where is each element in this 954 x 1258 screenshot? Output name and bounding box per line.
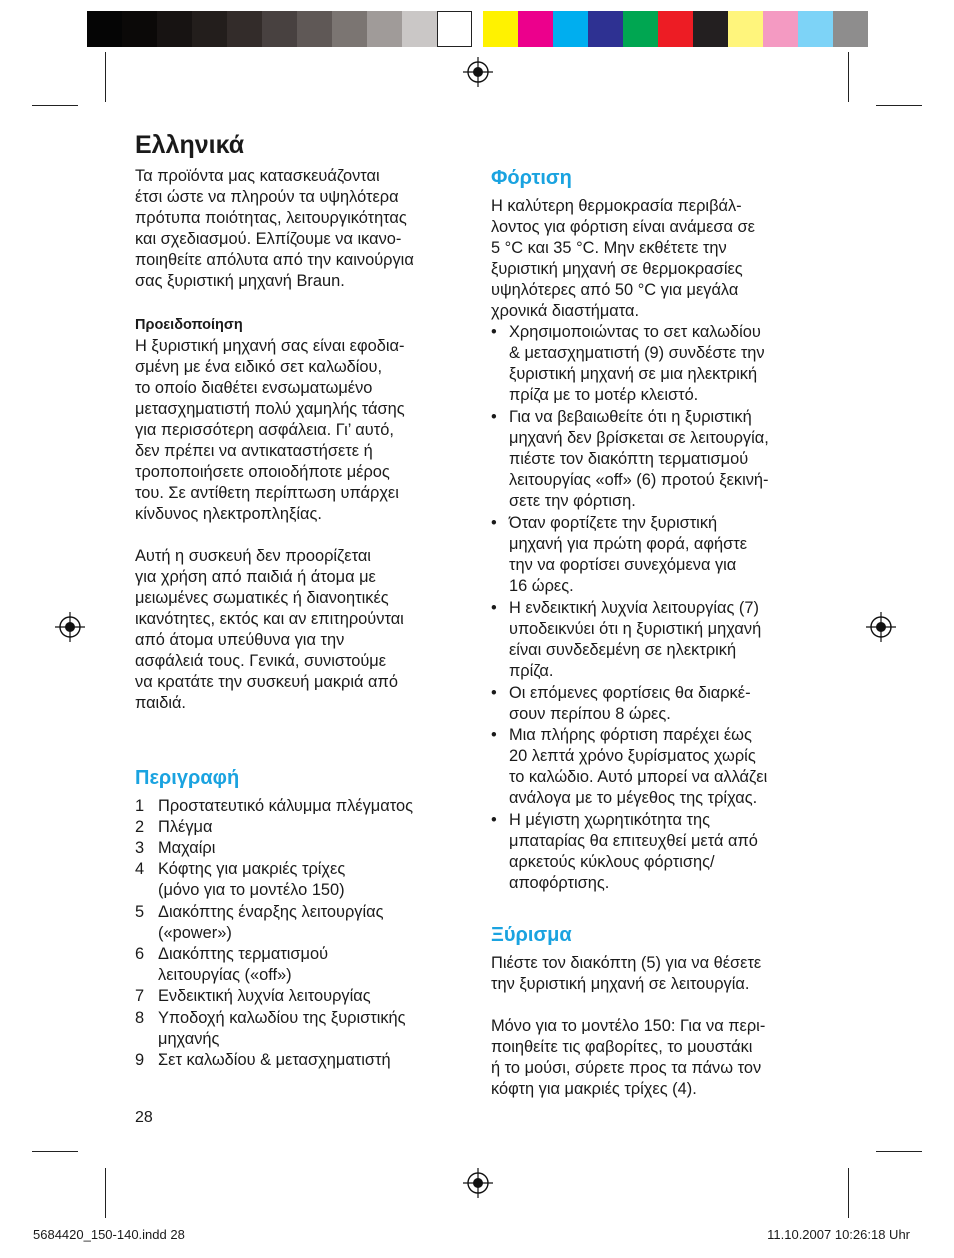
bullet-line: & μετασχηματιστή (9) συνδέστε την bbox=[509, 344, 765, 362]
bullet-line: είναι συνδεδεμένη σε ηλεκτρική bbox=[509, 641, 737, 659]
bullet-line: πρίζα. bbox=[509, 662, 554, 680]
list-item-number: 8 bbox=[135, 1009, 145, 1027]
bullet-line: Η ενδεικτική λυχνία λειτουργίας (7) bbox=[509, 599, 759, 617]
shaving-line: την ξυριστική μηχανή σε λειτουργία. bbox=[491, 975, 750, 993]
bullet-line: Μια πλήρης φόρτιση παρέχει έως bbox=[509, 726, 752, 744]
warning-line: του. Σε αντίθετη περίπτωση υπάρχει bbox=[135, 484, 399, 502]
gray-swatch bbox=[332, 11, 367, 47]
list-item-number: 5 bbox=[135, 903, 145, 921]
bullet-line: αρκετούς κύκλους φόρτισης/ bbox=[509, 853, 715, 871]
intro-line: Τα προϊόντα μας κατασκευάζονται bbox=[135, 167, 380, 185]
list-item: Πλέγμα bbox=[158, 818, 213, 836]
bullet-line: μηχανή δεν βρίσκεται σε λειτουργία, bbox=[509, 429, 769, 447]
bullet-line: μπαταρίας θα επιτευχθεί μετά από bbox=[509, 832, 758, 850]
registration-mark-bottom bbox=[463, 1168, 493, 1198]
bullet-dot: • bbox=[491, 408, 497, 426]
color-swatch bbox=[833, 11, 868, 47]
color-swatch bbox=[693, 11, 728, 47]
warning-line: για χρήση από παιδιά ή άτομα με bbox=[135, 568, 376, 586]
list-item-number: 2 bbox=[135, 818, 145, 836]
intro-line: έτσι ώστε να πληρούν τα υψηλότερα bbox=[135, 188, 399, 206]
intro-line: ποιηθείτε απόλυτα από την καινούργια bbox=[135, 251, 414, 269]
list-item: Κόφτης για μακριές τρίχες bbox=[158, 860, 346, 878]
bullet-line: 16 ώρες. bbox=[509, 577, 574, 595]
warning-heading: Προειδοποίηση bbox=[135, 317, 243, 333]
gray-swatch bbox=[437, 11, 472, 47]
list-item: Μαχαίρι bbox=[158, 839, 216, 857]
list-item: Ενδεικτική λυχνία λειτουργίας bbox=[158, 987, 371, 1005]
color-swatch bbox=[658, 11, 693, 47]
warning-line: να κρατάτε την συσκευή μακριά από bbox=[135, 673, 398, 691]
warning-line: από άτομα υπεύθυνα για την bbox=[135, 631, 345, 649]
bullet-line: μηχανή για πρώτη φορά, αφήστε bbox=[509, 535, 748, 553]
list-item-number: 6 bbox=[135, 945, 145, 963]
bullet-line: Όταν φορτίζετε την ξυριστική bbox=[509, 514, 718, 532]
color-swatch bbox=[553, 11, 588, 47]
bullet-line: λειτουργίας «off» (6) προτού ξεκινή- bbox=[509, 471, 769, 489]
bullet-line: αποφόρτισης. bbox=[509, 874, 610, 892]
footer-file-name: 5684420_150-140.indd 28 bbox=[33, 1227, 185, 1242]
bullet-dot: • bbox=[491, 726, 497, 744]
charging-line: 5 °C και 35 °C. Μην εκθέτετε την bbox=[491, 239, 727, 257]
list-item: μηχανής bbox=[158, 1030, 220, 1048]
list-item: Προστατευτικό κάλυμμα πλέγματος bbox=[158, 797, 413, 815]
bullet-dot: • bbox=[491, 599, 497, 617]
list-item: Διακόπτης έναρξης λειτουργίας bbox=[158, 903, 384, 921]
charging-line: Η καλύτερη θερμοκρασία περιβάλ- bbox=[491, 197, 742, 215]
warning-line: Αυτή η συσκευή δεν προορίζεται bbox=[135, 547, 371, 565]
list-item: (μόνο για το μοντέλο 150) bbox=[158, 881, 345, 899]
bullet-line: Για να βεβαιωθείτε ότι η ξυριστική bbox=[509, 408, 752, 426]
color-swatch bbox=[518, 11, 553, 47]
warning-line: μειωμένες σωματικές ή διανοητικές bbox=[135, 589, 389, 607]
list-item: («power») bbox=[158, 924, 232, 942]
gray-swatch bbox=[367, 11, 402, 47]
list-item: λειτουργίας («off») bbox=[158, 966, 292, 984]
charging-line: υψηλότερες από 50 °C για μεγάλα bbox=[491, 281, 739, 299]
shaving-heading: Ξύρισμα bbox=[491, 924, 572, 946]
warning-line: μετασχηματιστή πολύ χαμηλής τάσης bbox=[135, 400, 405, 418]
color-swatch bbox=[588, 11, 623, 47]
list-item: Υποδοχή καλωδίου της ξυριστικής bbox=[158, 1009, 406, 1027]
list-item-number: 4 bbox=[135, 860, 145, 878]
footer-timestamp: 11.10.2007 10:26:18 Uhr bbox=[767, 1227, 910, 1242]
list-item-number: 7 bbox=[135, 987, 145, 1005]
warning-line: τροποποιήσετε οποιοδήποτε μέρος bbox=[135, 463, 390, 481]
bullet-dot: • bbox=[491, 811, 497, 829]
list-item: Διακόπτης τερματισμού bbox=[158, 945, 329, 963]
charging-line: λοντος για φόρτιση είναι ανάμεσα σε bbox=[491, 218, 755, 236]
gray-swatch bbox=[192, 11, 227, 47]
shaving-line: ποιηθείτε τις φαβορίτες, το μουστάκι bbox=[491, 1038, 753, 1056]
intro-line: σας ξυριστική μηχανή Braun. bbox=[135, 272, 345, 290]
warning-line: παιδιά. bbox=[135, 694, 186, 712]
bullet-line: την να φορτίσει συνεχόμενα για bbox=[509, 556, 737, 574]
gray-swatch bbox=[262, 11, 297, 47]
bullet-line: Η μέγιστη χωρητικότητα της bbox=[509, 811, 710, 829]
warning-line: δεν πρέπει να αντικαταστήσετε ή bbox=[135, 442, 373, 460]
warning-line: ασφάλειά τους. Γενικά, συνιστούμε bbox=[135, 652, 387, 670]
bullet-line: ανάλογα με το μέγεθος της τρίχας. bbox=[509, 789, 758, 807]
warning-line: ικανότητες, εκτός και αν επιτηρούνται bbox=[135, 610, 404, 628]
registration-mark-top bbox=[463, 57, 493, 87]
gray-swatch bbox=[87, 11, 122, 47]
bullet-line: υποδεικνύει ότι η ξυριστική μηχανή bbox=[509, 620, 762, 638]
warning-line: για περισσότερη ασφάλεια. Γι’ αυτό, bbox=[135, 421, 394, 439]
description-heading: Περιγραφή bbox=[135, 767, 240, 789]
warning-line: κίνδυνος ηλεκτροπληξίας. bbox=[135, 505, 322, 523]
bullet-dot: • bbox=[491, 514, 497, 532]
shaving-line: Μόνο για το μοντέλο 150: Για να περι- bbox=[491, 1017, 766, 1035]
intro-line: πρότυπα ποιότητας, λειτουργικότητας bbox=[135, 209, 407, 227]
color-swatch bbox=[483, 11, 518, 47]
list-item-number: 9 bbox=[135, 1051, 145, 1069]
gray-swatch bbox=[157, 11, 192, 47]
bullet-line: το καλώδιο. Αυτό μπορεί να αλλάζει bbox=[509, 768, 768, 786]
warning-line: το οποίο διαθέτει ενσωματωμένο bbox=[135, 379, 373, 397]
warning-line: Η ξυριστική μηχανή σας είναι εφοδια- bbox=[135, 337, 405, 355]
bullet-dot: • bbox=[491, 684, 497, 702]
charging-line: χρονικά διαστήματα. bbox=[491, 302, 640, 320]
color-swatch bbox=[728, 11, 763, 47]
shaving-line: κόφτη για μακριές τρίχες (4). bbox=[491, 1080, 697, 1098]
bullet-line: Οι επόμενες φορτίσεις θα διαρκέ- bbox=[509, 684, 751, 702]
color-swatch bbox=[623, 11, 658, 47]
color-swatch bbox=[763, 11, 798, 47]
bullet-line: σουν περίπου 8 ώρες. bbox=[509, 705, 671, 723]
charging-heading: Φόρτιση bbox=[491, 167, 572, 189]
bullet-line: πιέστε τον διακόπτη τερματισμού bbox=[509, 450, 749, 468]
bullet-line: σετε την φόρτιση. bbox=[509, 492, 636, 510]
gray-swatch bbox=[402, 11, 437, 47]
list-item: Σετ καλωδίου & μετασχηματιστή bbox=[158, 1051, 391, 1069]
shaving-line: ή το μούσι, σύρετε προς τα πάνω τον bbox=[491, 1059, 762, 1077]
shaving-line: Πιέστε τον διακόπτη (5) για να θέσετε bbox=[491, 954, 762, 972]
registration-mark-right bbox=[866, 612, 896, 642]
bullet-line: 20 λεπτά χρόνο ξυρίσματος χωρίς bbox=[509, 747, 756, 765]
charging-line: ξυριστική μηχανή σε θερμοκρασίες bbox=[491, 260, 743, 278]
color-swatch bbox=[798, 11, 833, 47]
bullet-line: Χρησιμοποιώντας το σετ καλωδίου bbox=[509, 323, 761, 341]
warning-line: σμένη με ένα ειδικό σετ καλωδίου, bbox=[135, 358, 383, 376]
gray-swatch bbox=[227, 11, 262, 47]
gray-swatch bbox=[122, 11, 157, 47]
page-title: Ελληνικά bbox=[135, 131, 245, 159]
bullet-dot: • bbox=[491, 323, 497, 341]
list-item-number: 3 bbox=[135, 839, 145, 857]
page-number: 28 bbox=[135, 1109, 153, 1126]
registration-mark-left bbox=[55, 612, 85, 642]
bullet-line: πρίζα με το μοτέρ κλειστό. bbox=[509, 386, 699, 404]
intro-line: και σχεδιασμού. Ελπίζουμε να ικανο- bbox=[135, 230, 402, 248]
bullet-line: ξυριστική μηχανή σε μια ηλεκτρική bbox=[509, 365, 758, 383]
list-item-number: 1 bbox=[135, 797, 145, 815]
gray-swatch bbox=[297, 11, 332, 47]
